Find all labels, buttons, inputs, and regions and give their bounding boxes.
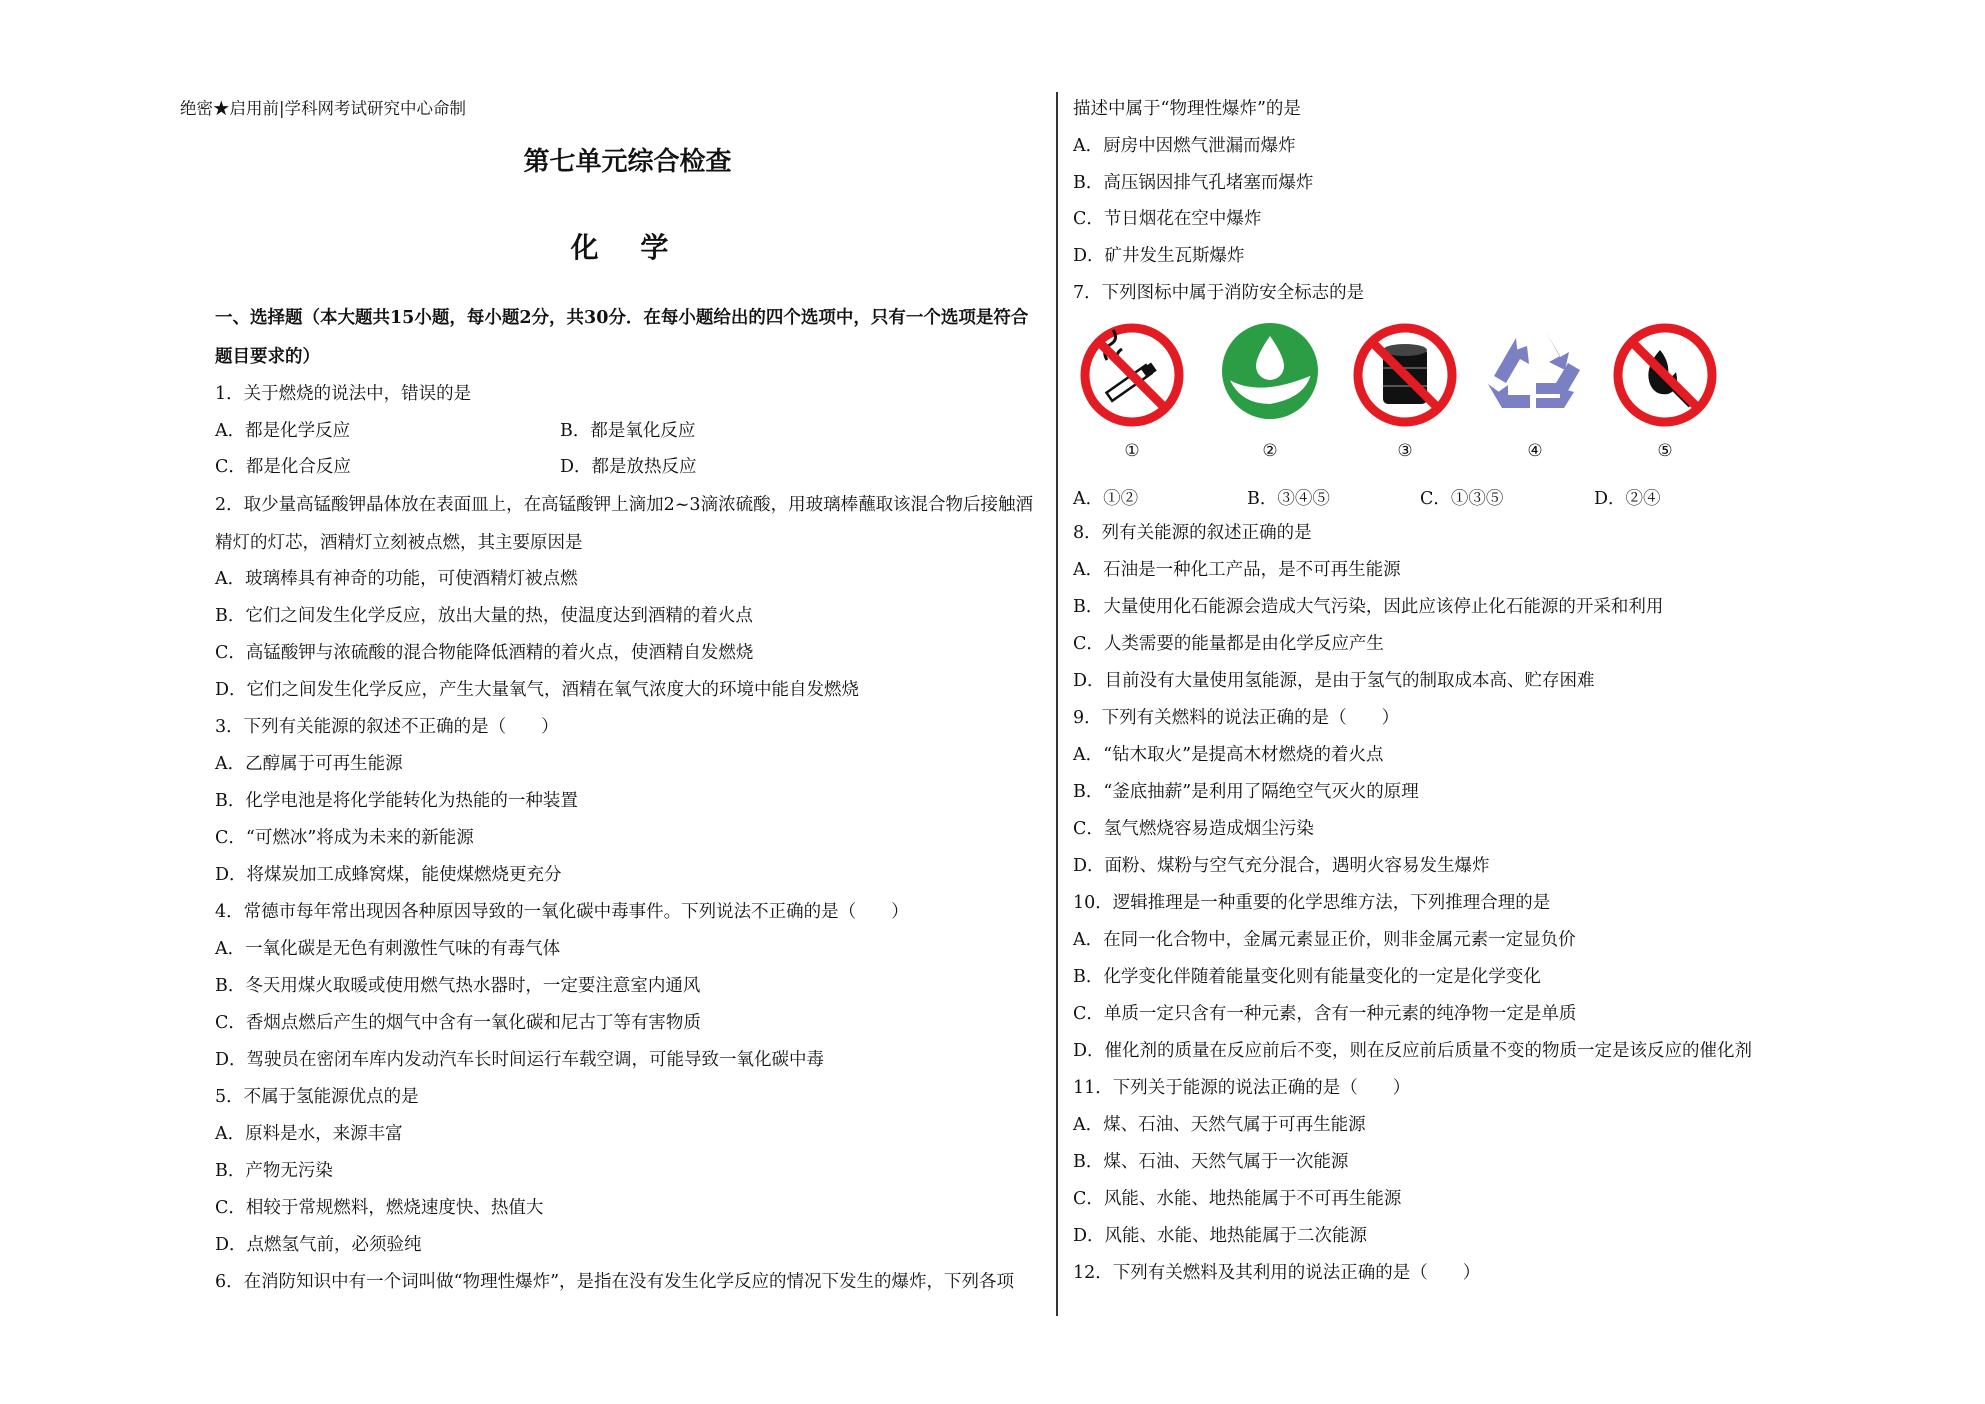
option-5a: A．原料是水，来源丰富 bbox=[215, 1124, 403, 1144]
sign-label-4: ④ bbox=[1527, 441, 1543, 461]
question-3: 3．下列有关能源的叙述不正确的是（ ） bbox=[215, 717, 559, 737]
sign-label-3: ③ bbox=[1397, 441, 1413, 461]
option-1b: B．都是氧化反应 bbox=[560, 421, 696, 441]
question-11: 11．下列关于能源的说法正确的是（ ） bbox=[1073, 1078, 1411, 1098]
option-4b: B．冬天用煤火取暖或使用燃气热水器时，一定要注意室内通风 bbox=[215, 976, 701, 996]
option-11b: B．煤、石油、天然气属于一次能源 bbox=[1073, 1152, 1349, 1172]
option-1c: C．都是化合反应 bbox=[215, 457, 351, 477]
question-10: 10．逻辑推理是一种重要的化学思维方法，下列推理合理的是 bbox=[1073, 893, 1551, 913]
no-open-flame-icon bbox=[1610, 320, 1720, 430]
question-2-cont: 精灯的灯芯，酒精灯立刻被点燃，其主要原因是 bbox=[215, 533, 583, 553]
question-4: 4．常德市每年常出现因各种原因导致的一氧化碳中毒事件。下列说法不正确的是（ ） bbox=[215, 902, 909, 922]
option-11c: C．风能、水能、地热能属于不可再生能源 bbox=[1073, 1189, 1402, 1209]
question-5: 5．不属于氢能源优点的是 bbox=[215, 1087, 419, 1107]
option-8c: C．人类需要的能量都是由化学反应产生 bbox=[1073, 634, 1384, 654]
sign-label-1: ① bbox=[1124, 441, 1140, 461]
sign-label-2: ② bbox=[1262, 441, 1278, 461]
option-2a: A．玻璃棒具有神奇的功能，可使酒精灯被点燃 bbox=[215, 569, 578, 589]
option-3d: D．将煤炭加工成蜂窝煤，能使煤燃烧更充分 bbox=[215, 865, 562, 885]
option-8a: A．石油是一种化工产品，是不可再生能源 bbox=[1073, 560, 1401, 580]
option-6a: A．厨房中因燃气泄漏而爆炸 bbox=[1073, 136, 1296, 156]
option-11a: A．煤、石油、天然气属于可再生能源 bbox=[1073, 1115, 1366, 1135]
question-1: 1．关于燃烧的说法中，错误的是 bbox=[215, 384, 472, 404]
option-4a: A．一氧化碳是无色有刺激性气味的有毒气体 bbox=[215, 939, 561, 959]
page-title: 第七单元综合检查 bbox=[523, 147, 732, 177]
column-divider bbox=[1056, 92, 1058, 1316]
question-8: 8．列有关能源的叙述正确的是 bbox=[1073, 523, 1312, 543]
option-10c: C．单质一定只含有一种元素，含有一种元素的纯净物一定是单质 bbox=[1073, 1004, 1577, 1024]
option-10b: B．化学变化伴随着能量变化则有能量变化的一定是化学变化 bbox=[1073, 967, 1541, 987]
option-10a: A．在同一化合物中，金属元素显正价，则非金属元素一定显负价 bbox=[1073, 930, 1576, 950]
water-saving-icon bbox=[1215, 316, 1325, 426]
secret-header: 绝密★启用前|学科网考试研究中心命制 bbox=[180, 99, 467, 118]
option-8d: D．目前没有大量使用氢能源，是由于氢气的制取成本高、贮存困难 bbox=[1073, 671, 1595, 691]
option-9b: B．“釜底抽薪”是利用了隔绝空气灭火的原理 bbox=[1073, 782, 1419, 802]
option-11d: D．风能、水能、地热能属于二次能源 bbox=[1073, 1226, 1368, 1246]
option-6c: C．节日烟花在空中爆炸 bbox=[1073, 209, 1262, 229]
option-5b: B．产物无污染 bbox=[215, 1161, 333, 1181]
no-flammables-icon bbox=[1350, 320, 1460, 430]
option-7b: B．③④⑤ bbox=[1247, 489, 1330, 509]
option-4c: C．香烟点燃后产生的烟气中含有一氧化碳和尼古丁等有害物质 bbox=[215, 1013, 701, 1033]
option-1a: A．都是化学反应 bbox=[215, 421, 351, 441]
question-2: 2．取少量高锰酸钾晶体放在表面皿上，在高锰酸钾上滴加2~3滴浓硫酸，用玻璃棒蘸取该混合物后接触酒 bbox=[215, 495, 1034, 515]
option-6b: B．高压锅因排气孔堵塞而爆炸 bbox=[1073, 173, 1314, 193]
option-2c: C．高锰酸钾与浓硫酸的混合物能降低酒精的着火点，使酒精自发燃烧 bbox=[215, 643, 754, 663]
option-3c: C．“可燃冰”将成为未来的新能源 bbox=[215, 828, 474, 848]
recycle-icon bbox=[1480, 320, 1590, 430]
option-4d: D．驾驶员在密闭车库内发动汽车长时间运行车载空调，可能导致一氧化碳中毒 bbox=[215, 1050, 825, 1070]
option-5c: C．相较于常规燃料，燃烧速度快、热值大 bbox=[215, 1198, 544, 1218]
option-1d: D．都是放热反应 bbox=[560, 457, 697, 477]
option-10d: D．催化剂的质量在反应前后不变，则在反应前后质量不变的物质一定是该反应的催化剂 bbox=[1073, 1041, 1753, 1061]
option-9d: D．面粉、煤粉与空气充分混合，遇明火容易发生爆炸 bbox=[1073, 856, 1490, 876]
no-smoking-icon bbox=[1077, 320, 1187, 430]
option-2d: D．它们之间发生化学反应，产生大量氧气，酒精在氧气浓度大的环境中能自发燃烧 bbox=[215, 680, 860, 700]
option-2b: B．它们之间发生化学反应，放出大量的热，使温度达到酒精的着火点 bbox=[215, 606, 753, 626]
question-9: 9．下列有关燃料的说法正确的是（ ） bbox=[1073, 708, 1400, 728]
option-7c: C．①③⑤ bbox=[1420, 489, 1504, 509]
question-6-cont: 描述中属于“物理性爆炸”的是 bbox=[1073, 99, 1301, 119]
subject-title: 化 学 bbox=[570, 231, 685, 264]
section-heading-cont: 题目要求的） bbox=[215, 347, 320, 367]
option-3b: B．化学电池是将化学能转化为热能的一种装置 bbox=[215, 791, 578, 811]
option-7d: D．②④ bbox=[1594, 489, 1661, 509]
option-5d: D．点燃氢气前，必须验纯 bbox=[215, 1235, 422, 1255]
option-9a: A．“钻木取火”是提高木材燃烧的着火点 bbox=[1073, 745, 1384, 765]
question-12: 12．下列有关燃料及其利用的说法正确的是（ ） bbox=[1073, 1263, 1481, 1283]
option-6d: D．矿井发生瓦斯爆炸 bbox=[1073, 246, 1245, 266]
sign-label-5: ⑤ bbox=[1657, 441, 1673, 461]
question-7: 7．下列图标中属于消防安全标志的是 bbox=[1073, 283, 1365, 303]
section-heading: 一、选择题（本大题共15小题，每小题2分，共30分．在每小题给出的四个选项中，只有一个选项是符合 bbox=[215, 308, 1029, 328]
option-7a: A．①② bbox=[1073, 489, 1139, 509]
question-6: 6．在消防知识中有一个词叫做“物理性爆炸”，是指在没有发生化学反应的情况下发生的爆炸，下列各项 bbox=[215, 1272, 1015, 1292]
option-3a: A．乙醇属于可再生能源 bbox=[215, 754, 403, 774]
option-9c: C．氢气燃烧容易造成烟尘污染 bbox=[1073, 819, 1314, 839]
option-8b: B．大量使用化石能源会造成大气污染，因此应该停止化石能源的开采和利用 bbox=[1073, 597, 1664, 617]
